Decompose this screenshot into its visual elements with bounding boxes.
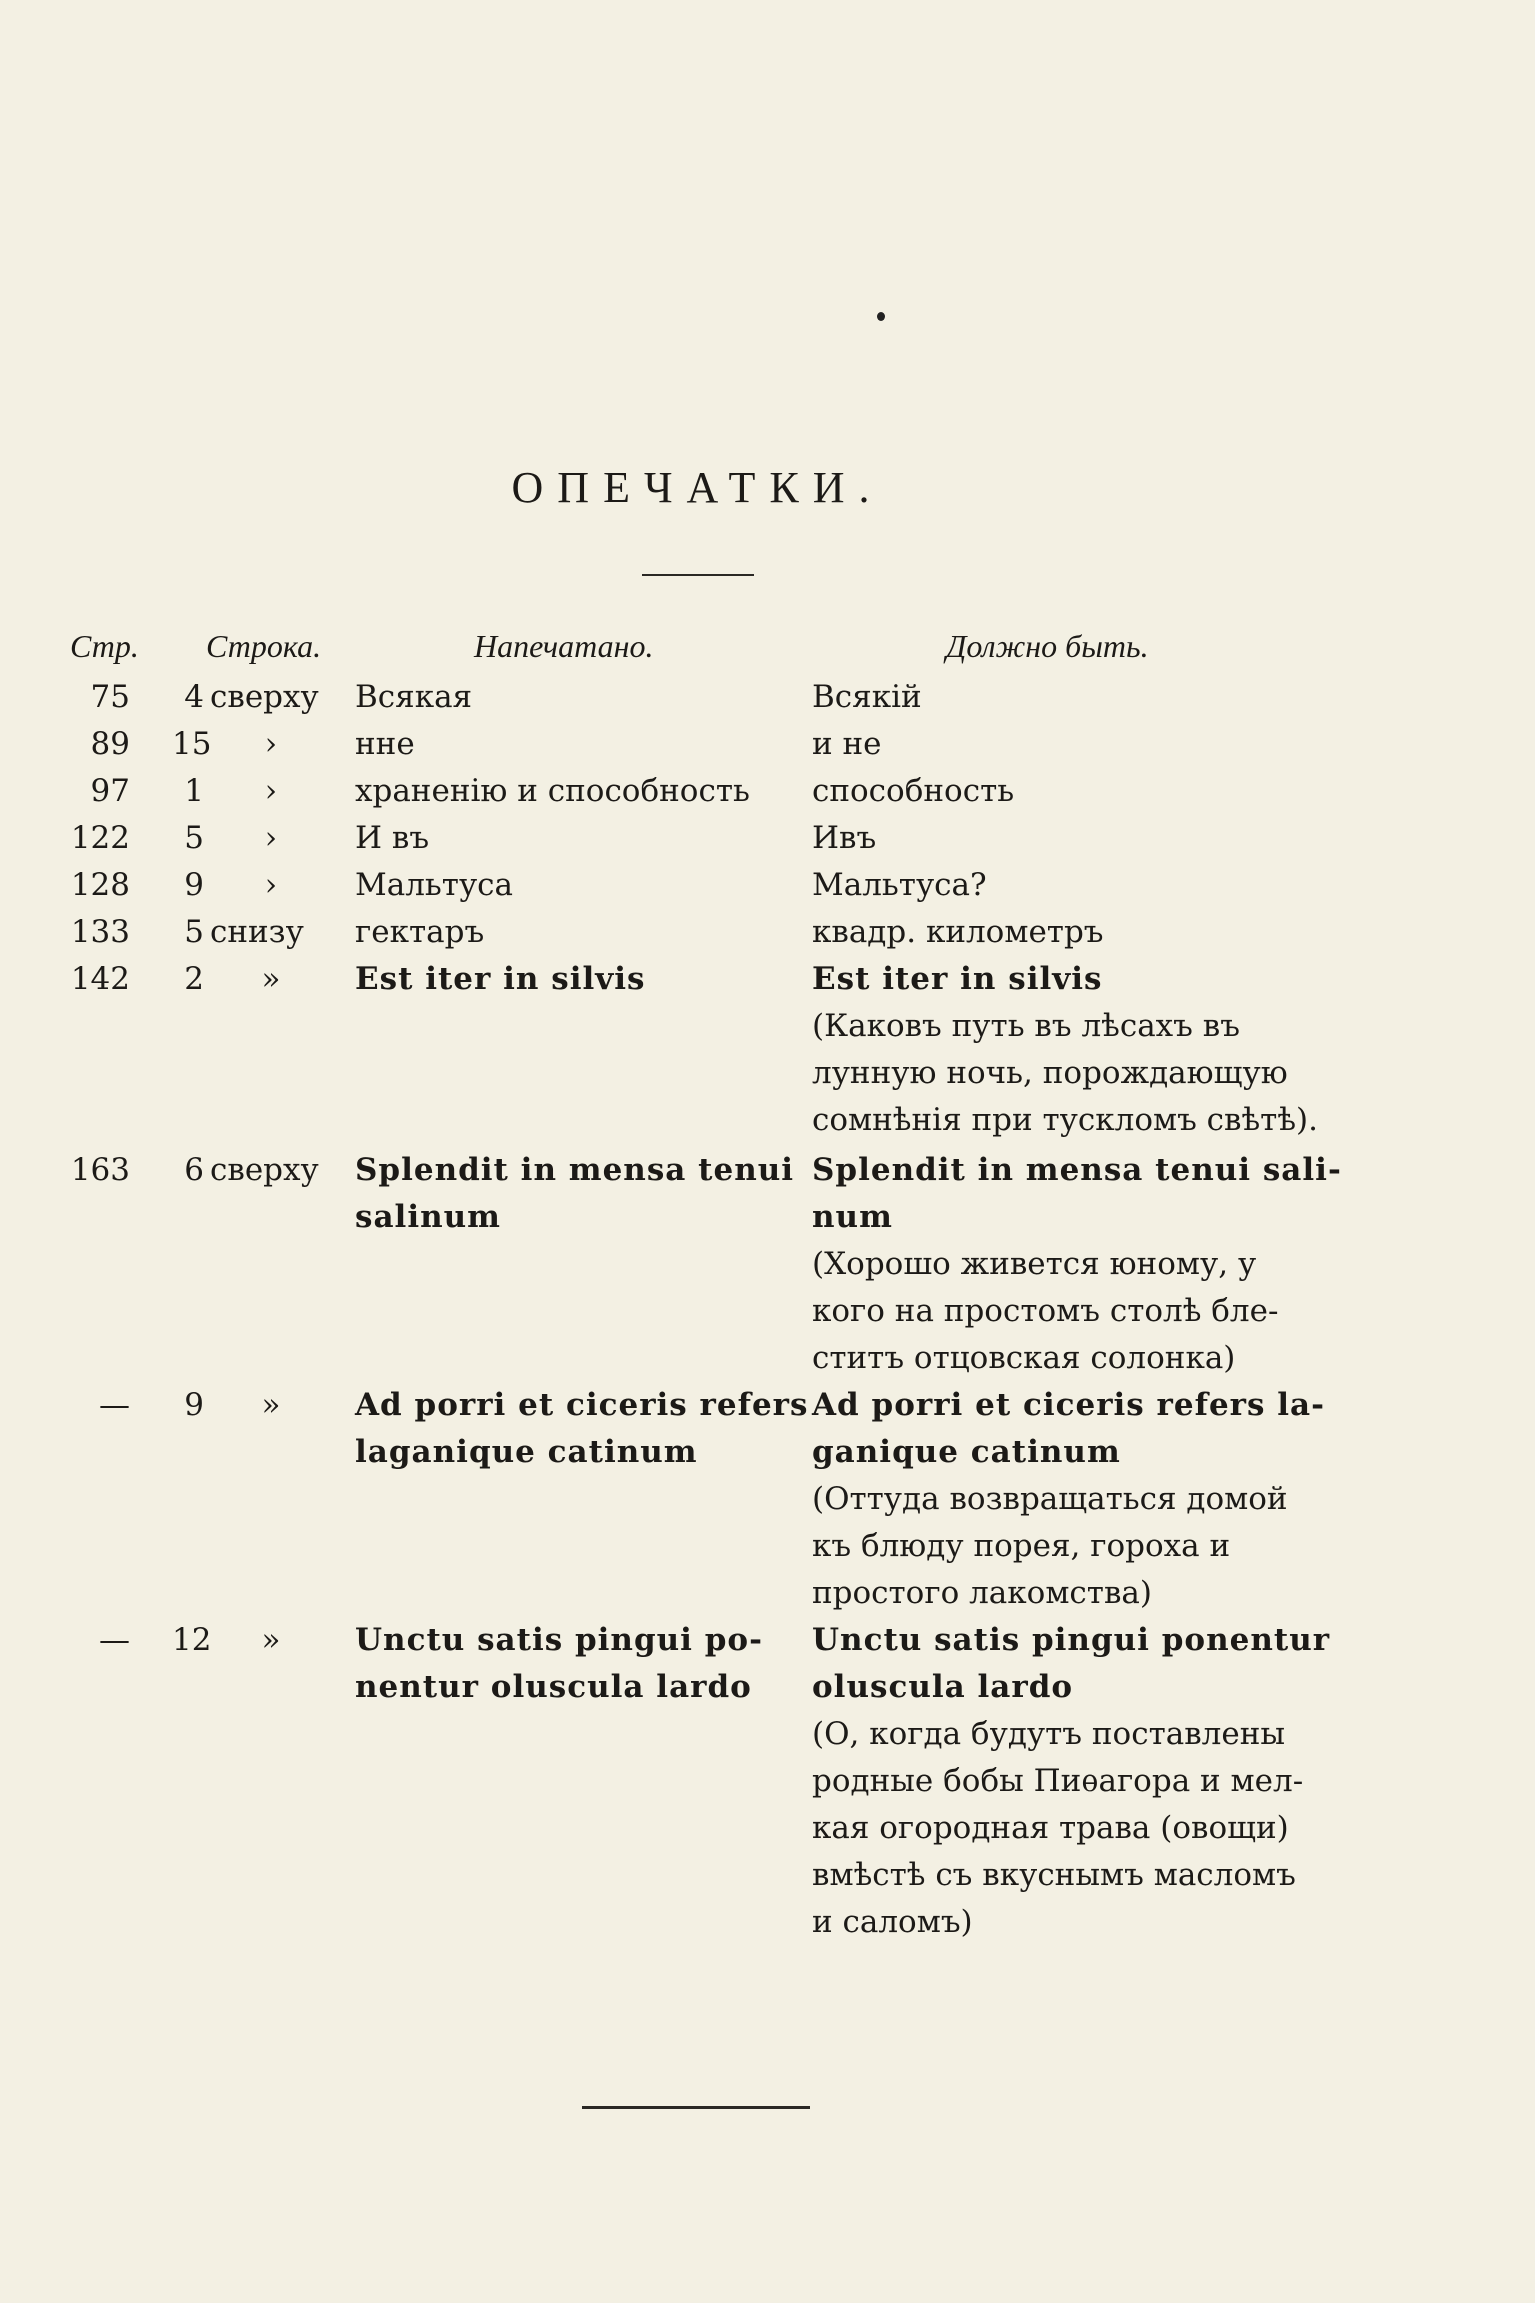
header-line: Строка. xyxy=(206,628,322,664)
end-rule xyxy=(582,2106,810,2109)
printed-text-line: И въ xyxy=(355,820,430,856)
ditto-mark: » xyxy=(261,961,281,997)
correct-text xyxy=(812,768,1332,815)
line-number: 12 xyxy=(172,1622,212,1658)
printed-text xyxy=(355,674,775,721)
header-correct: Должно быть. xyxy=(946,628,1149,664)
correct-text-line: num xyxy=(812,1199,893,1235)
header-printed: Напечатано. xyxy=(474,628,654,664)
page-number: 142 xyxy=(70,961,130,997)
correct-text xyxy=(812,815,1332,862)
printed-text-line: Всякая xyxy=(355,679,473,715)
line-number: 9 xyxy=(184,1387,204,1423)
printed-text xyxy=(355,1617,775,1711)
correct-text-line: кая огородная трава (овощи) xyxy=(812,1810,1289,1846)
line-number: 15 xyxy=(172,726,212,762)
printed-text-line: нне xyxy=(355,726,415,762)
correct-text xyxy=(812,909,1332,956)
printed-text-line: salinum xyxy=(355,1199,501,1235)
page-number: 128 xyxy=(70,867,130,903)
correct-text-line: и саломъ) xyxy=(812,1904,973,1940)
printed-text-line: Unctu satis pingui po- xyxy=(355,1622,763,1658)
correct-text-line: Ивъ xyxy=(812,820,877,856)
correct-text-line: (Оттуда возвращаться домой xyxy=(812,1481,1288,1517)
correct-text-line: вмѣстѣ съ вкуснымъ масломъ xyxy=(812,1857,1296,1893)
ditto-mark: › xyxy=(264,726,278,762)
title-rule xyxy=(642,574,754,576)
printed-text-line: laganique catinum xyxy=(355,1434,698,1470)
printed-text-line: Est iter in silvis xyxy=(355,961,646,997)
printed-text xyxy=(355,956,775,1003)
correct-text xyxy=(812,1147,1342,1382)
correct-text-line: Splendit in mensa tenui sali- xyxy=(812,1152,1342,1188)
correct-text-line: простого лакомства) xyxy=(812,1575,1152,1611)
printed-text xyxy=(355,768,775,815)
correct-text xyxy=(812,674,1332,721)
correct-text-line: Ad porri et ciceris refers la- xyxy=(812,1387,1325,1423)
page-number: 163 xyxy=(70,1152,130,1188)
printed-text-line: храненію и способность xyxy=(355,773,750,809)
page-number: 122 xyxy=(70,820,130,856)
line-number: 1 xyxy=(184,773,204,809)
correct-text-line: Unctu satis pingui ponentur xyxy=(812,1622,1331,1658)
printed-text xyxy=(355,1147,795,1241)
printed-text-line: Мальтуса xyxy=(355,867,514,903)
correct-text-line: квадр. километръ xyxy=(812,914,1104,950)
line-position: снизу xyxy=(210,914,304,950)
ditto-mark: › xyxy=(264,820,278,856)
line-position: сверху xyxy=(210,679,319,715)
correct-text-line: къ блюду порея, гороха и xyxy=(812,1528,1231,1564)
correct-text-line: сомнѣнія при тускломъ свѣтѣ). xyxy=(812,1102,1318,1138)
page-number: 75 xyxy=(90,679,130,715)
correct-text xyxy=(812,1617,1332,1946)
page-number: 133 xyxy=(70,914,130,950)
correct-text-line: родные бобы Пиѳагора и мел- xyxy=(812,1763,1304,1799)
line-number: 4 xyxy=(184,679,204,715)
correct-text-line: кого на простомъ столѣ бле- xyxy=(812,1293,1279,1329)
page-title: ОПЕЧАТКИ. xyxy=(511,463,884,512)
line-number: 2 xyxy=(184,961,204,997)
line-number: 5 xyxy=(184,820,204,856)
correct-text-line: (Каковъ путь въ лѣсахъ въ xyxy=(812,1008,1240,1044)
header-page: Стр. xyxy=(70,628,139,664)
correct-text-line: Мальтуса? xyxy=(812,867,987,903)
correct-text xyxy=(812,1382,1332,1617)
printed-text-line: Splendit in mensa tenui xyxy=(355,1152,795,1188)
correct-text-line: (О, когда будутъ поставлены xyxy=(812,1716,1286,1752)
line-number: 5 xyxy=(184,914,204,950)
correct-text-line: способность xyxy=(812,773,1015,809)
line-number: 9 xyxy=(184,867,204,903)
page-number: — xyxy=(99,1387,130,1423)
correct-text-line: (Хорошо живется юному, у xyxy=(812,1246,1257,1282)
page-number: 97 xyxy=(90,773,130,809)
printed-text xyxy=(355,721,775,768)
page-number: 89 xyxy=(90,726,130,762)
correct-text-line: лунную ночь, порождающую xyxy=(812,1055,1288,1091)
correct-text-line: и не xyxy=(812,726,882,762)
printed-text xyxy=(355,1382,809,1476)
printed-text-line: Ad porri et ciceris refers xyxy=(355,1387,809,1423)
printed-text xyxy=(355,815,775,862)
correct-text xyxy=(812,862,1332,909)
correct-text-line: Всякій xyxy=(812,679,922,715)
line-position: сверху xyxy=(210,1152,319,1188)
ditto-mark: » xyxy=(261,1622,281,1658)
page-number: — xyxy=(99,1622,130,1658)
printed-text-line: гектаръ xyxy=(355,914,485,950)
speck xyxy=(877,312,885,321)
correct-text xyxy=(812,721,1332,768)
printed-text-line: nentur oluscula lardo xyxy=(355,1669,752,1705)
table-header xyxy=(0,628,1535,674)
printed-text xyxy=(355,862,775,909)
correct-text-line: oluscula lardo xyxy=(812,1669,1074,1705)
printed-text xyxy=(355,909,775,956)
correct-text-line: Est iter in silvis xyxy=(812,961,1103,997)
ditto-mark: › xyxy=(264,773,278,809)
line-number: 6 xyxy=(184,1152,204,1188)
correct-text-line: ститъ отцовская солонка) xyxy=(812,1340,1236,1376)
correct-text xyxy=(812,956,1332,1144)
correct-text-line: ganique catinum xyxy=(812,1434,1121,1470)
ditto-mark: › xyxy=(264,867,278,903)
ditto-mark: » xyxy=(261,1387,281,1423)
